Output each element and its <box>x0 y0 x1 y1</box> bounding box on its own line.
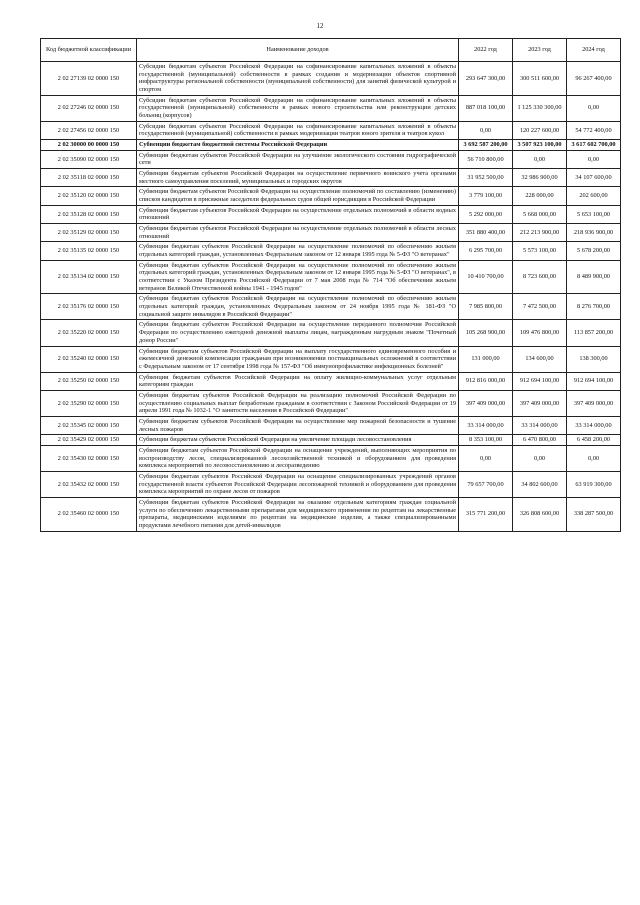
row-code: 2 02 35250 02 0000 150 <box>41 372 137 390</box>
row-code: 2 02 27139 02 0000 150 <box>41 62 137 96</box>
row-value-2024: 96 267 400,00 <box>567 62 621 96</box>
table-row <box>41 260 621 294</box>
row-name: Субвенции бюджетам субъектов Российской Федерации на осуществление полномочий по обеспечению жильем отдельных категорий граждан, установленных Федеральным законом от 12 января 1995 года № 5-ФЗ "О ветеранах", в соответствии с Указом Президента Российской Федерации от 7 мая 2008 года № 714 "Об обеспечении жильем ветеранов Великой Отечественной войны 1941 - 1945 годов" <box>137 260 459 294</box>
row-code: 2 02 35432 02 0000 150 <box>41 471 137 497</box>
row-value-2022: 397 409 000,00 <box>459 390 513 416</box>
row-code: 2 02 35120 02 0000 150 <box>41 187 137 205</box>
table-row <box>41 390 621 416</box>
row-name: Субвенции бюджетам субъектов Российской Федерации на улучшение экологического состояния гидрографической сети <box>137 150 459 168</box>
row-name: Субвенции бюджетам субъектов Российской Федерации на оснащение учреждений, выполняющих мероприятия по воспроизводству лесов, специализированной лесохозяйственной техникой и оборудованием для проведения комплекса мероприятий по лесовосстановлению и лесоразведению <box>137 445 459 471</box>
table-row <box>41 435 621 446</box>
row-name: Субвенции бюджетам субъектов Российской Федерации на оснащение специализированных учреждений органов государственной власти субъектов Российской Федерации лесопожарной техникой и оборудованием для проведения комплекса мероприятий по охране лесов от пожаров <box>137 471 459 497</box>
row-value-2024: 5 678 200,00 <box>567 242 621 260</box>
table-row <box>41 140 621 151</box>
row-value-2023: 397 409 000,00 <box>513 390 567 416</box>
table-row <box>41 242 621 260</box>
row-value-2024: 33 314 000,00 <box>567 416 621 434</box>
row-value-2024: 6 458 200,00 <box>567 435 621 446</box>
row-value-2022: 887 018 100,00 <box>459 95 513 121</box>
table-row <box>41 471 621 497</box>
table-row <box>41 294 621 320</box>
row-value-2024: 0,00 <box>567 445 621 471</box>
row-name: Субвенции бюджетам субъектов Российской Федерации на осуществление полномочий по обеспечению жильем отдельных категорий граждан, установленных Федеральным законом от 12 января 1995 года № 5-ФЗ "О ветеранах" <box>137 242 459 260</box>
budget-table <box>40 38 621 532</box>
row-value-2023: 912 694 100,00 <box>513 372 567 390</box>
row-name: Субсидии бюджетам субъектов Российской Федерации на софинансирование капитальных вложений в объекты государственной (муниципальной) собственности в рамках создания и модернизации объектов спортивной инфраструктуры региональной собственности (муниципальной собственности) для занятий физической культурой и спортом <box>137 62 459 96</box>
row-value-2024: 202 600,00 <box>567 187 621 205</box>
row-name: Субвенции бюджетам субъектов Российской Федерации на осуществление отдельных полномочий в области водных отношений <box>137 205 459 223</box>
table-body <box>41 62 621 532</box>
row-value-2022: 79 657 700,00 <box>459 471 513 497</box>
row-value-2024: 397 409 000,00 <box>567 390 621 416</box>
row-value-2023: 326 808 600,00 <box>513 497 567 531</box>
row-name: Субвенции бюджетам субъектов Российской Федерации на выплату государственного единовременного пособия и ежемесячной денежной компенсации гражданам при возникновении поствакцинальных осложнений в соответствии с Федеральным законом от 17 сентября 1998 года № 157-ФЗ "Об иммунопрофилактике инфекционных болезней" <box>137 346 459 372</box>
table-row <box>41 62 621 96</box>
row-value-2023: 0,00 <box>513 445 567 471</box>
row-code: 2 02 27456 02 0000 150 <box>41 121 137 139</box>
row-value-2024: 8 489 900,00 <box>567 260 621 294</box>
page-number: 12 <box>316 22 324 30</box>
row-value-2023: 134 600,00 <box>513 346 567 372</box>
row-value-2022: 912 816 000,00 <box>459 372 513 390</box>
row-code: 2 02 35429 02 0000 150 <box>41 435 137 446</box>
row-name: Субвенции бюджетам субъектов Российской Федерации на осуществление полномочий по обеспечению жильем отдельных категорий граждан, установленных Федеральным законом от 24 ноября 1995 года № 181-ФЗ "О социальной защите инвалидов в Российской Федерации" <box>137 294 459 320</box>
row-code: 2 02 35134 02 0000 150 <box>41 260 137 294</box>
table-row <box>41 205 621 223</box>
table-row <box>41 187 621 205</box>
row-code: 2 02 35240 02 0000 150 <box>41 346 137 372</box>
row-value-2023: 6 470 800,00 <box>513 435 567 446</box>
row-value-2022: 8 353 100,00 <box>459 435 513 446</box>
row-value-2023: 300 511 600,00 <box>513 62 567 96</box>
row-value-2024: 113 857 200,00 <box>567 320 621 346</box>
header-code: Код бюджетной классификации <box>41 39 137 62</box>
row-value-2022: 0,00 <box>459 445 513 471</box>
row-value-2024: 338 287 500,00 <box>567 497 621 531</box>
row-value-2024: 0,00 <box>567 95 621 121</box>
row-value-2024: 138 300,00 <box>567 346 621 372</box>
row-value-2023: 8 723 600,00 <box>513 260 567 294</box>
header-2022: 2022 год <box>459 39 513 62</box>
header-2024: 2024 год <box>567 39 621 62</box>
row-value-2022: 3 692 587 200,00 <box>459 140 513 151</box>
row-value-2024: 0,00 <box>567 150 621 168</box>
row-name: Субвенции бюджетам субъектов Российской Федерации на осуществление полномочий по составлению (изменению) списков кандидатов в присяжные заседатели федеральных судов общей юрисдикции в Российской Федерации <box>137 187 459 205</box>
row-value-2023: 32 986 900,00 <box>513 169 567 187</box>
row-value-2022: 105 268 900,00 <box>459 320 513 346</box>
row-value-2024: 54 772 400,00 <box>567 121 621 139</box>
row-name: Субвенции бюджетам субъектов Российской Федерации на осуществление отдельных полномочий в области лесных отношений <box>137 224 459 242</box>
row-value-2023: 7 472 500,00 <box>513 294 567 320</box>
table-row <box>41 150 621 168</box>
row-value-2023: 120 227 600,00 <box>513 121 567 139</box>
row-code: 2 02 35128 02 0000 150 <box>41 205 137 223</box>
row-value-2022: 315 771 200,00 <box>459 497 513 531</box>
row-value-2024: 8 276 700,00 <box>567 294 621 320</box>
row-name: Субвенции бюджетам субъектов Российской Федерации на осуществление мер пожарной безопасности и тушение лесных пожаров <box>137 416 459 434</box>
row-code: 2 02 35460 02 0000 150 <box>41 497 137 531</box>
row-value-2023: 228 000,00 <box>513 187 567 205</box>
row-code: 2 02 35176 02 0000 150 <box>41 294 137 320</box>
row-value-2024: 34 107 600,00 <box>567 169 621 187</box>
table-row <box>41 169 621 187</box>
row-value-2024: 218 936 900,00 <box>567 224 621 242</box>
table-row <box>41 320 621 346</box>
table-row <box>41 346 621 372</box>
row-value-2022: 131 000,00 <box>459 346 513 372</box>
row-value-2022: 0,00 <box>459 121 513 139</box>
row-name: Субвенции бюджетам субъектов Российской Федерации на осуществление переданного полномочия Российской Федерации по осуществлению ежегодной денежной выплаты лицам, награжденным нагрудным знаком "Почетный донор России" <box>137 320 459 346</box>
row-code: 2 02 35220 02 0000 150 <box>41 320 137 346</box>
table-row <box>41 372 621 390</box>
row-value-2024: 5 653 100,00 <box>567 205 621 223</box>
row-value-2022: 6 295 700,00 <box>459 242 513 260</box>
table-row <box>41 445 621 471</box>
row-code: 2 02 35129 02 0000 150 <box>41 224 137 242</box>
row-value-2024: 912 694 100,00 <box>567 372 621 390</box>
row-value-2022: 33 314 000,00 <box>459 416 513 434</box>
row-code: 2 02 30000 00 0000 150 <box>41 140 137 151</box>
row-value-2022: 293 647 300,00 <box>459 62 513 96</box>
row-code: 2 02 35290 02 0000 150 <box>41 390 137 416</box>
table-header-row <box>41 39 621 62</box>
table-row <box>41 224 621 242</box>
row-code: 2 02 35135 02 0000 150 <box>41 242 137 260</box>
row-value-2022: 10 410 700,00 <box>459 260 513 294</box>
row-name: Субвенции бюджетам субъектов Российской Федерации на оказание отдельным категориям граждан социальной услуги по обеспечению лекарственными препаратами для медицинского применения по рецептам на лекарственные препараты, медицинскими изделиями по рецептам на медицинские изделия, а также специализированными продуктами лечебного питания для детей-инвалидов <box>137 497 459 531</box>
row-value-2022: 56 710 800,00 <box>459 150 513 168</box>
header-2023: 2023 год <box>513 39 567 62</box>
row-code: 2 02 35345 02 0000 150 <box>41 416 137 434</box>
row-value-2024: 63 919 300,00 <box>567 471 621 497</box>
row-value-2023: 0,00 <box>513 150 567 168</box>
row-value-2023: 212 213 900,00 <box>513 224 567 242</box>
row-name: Субвенции бюджетам субъектов Российской Федерации на реализацию полномочий Российской Федерации по осуществлению социальных выплат безработным гражданам в соответствии с Законом Российской Федерации от 19 апреля 1991 года № 1032-1 "О занятости населения в Российской Федерации" <box>137 390 459 416</box>
table-row <box>41 416 621 434</box>
table-row <box>41 121 621 139</box>
row-code: 2 02 35118 02 0000 150 <box>41 169 137 187</box>
row-value-2023: 109 476 800,00 <box>513 320 567 346</box>
table-row <box>41 95 621 121</box>
row-name: Субвенции бюджетам субъектов Российской Федерации на оплату жилищно-коммунальных услуг отдельным категориям граждан <box>137 372 459 390</box>
row-value-2022: 3 779 100,00 <box>459 187 513 205</box>
table-row <box>41 497 621 531</box>
row-value-2022: 31 952 500,00 <box>459 169 513 187</box>
row-name: Субвенции бюджетам субъектов Российской Федерации на осуществление первичного воинского учета органами местного самоуправления поселений, муниципальных и городских округов <box>137 169 459 187</box>
row-value-2023: 34 802 600,00 <box>513 471 567 497</box>
row-value-2023: 3 507 923 100,00 <box>513 140 567 151</box>
row-code: 2 02 35430 02 0000 150 <box>41 445 137 471</box>
row-value-2022: 7 985 800,00 <box>459 294 513 320</box>
row-value-2022: 351 880 400,00 <box>459 224 513 242</box>
row-value-2023: 33 314 000,00 <box>513 416 567 434</box>
row-value-2023: 5 573 100,00 <box>513 242 567 260</box>
row-value-2024: 3 617 602 700,00 <box>567 140 621 151</box>
row-name: Субсидии бюджетам субъектов Российской Федерации на софинансирование капитальных вложений в объекты государственной (муниципальной) собственности в рамках модернизации театров юного зрителя и театров кукол <box>137 121 459 139</box>
header-name: Наименование доходов <box>137 39 459 62</box>
row-name: Субвенции бюджетам бюджетной системы Российской Федерации <box>137 140 459 151</box>
row-code: 2 02 27246 02 0000 150 <box>41 95 137 121</box>
row-code: 2 02 35090 02 0000 150 <box>41 150 137 168</box>
row-value-2023: 5 668 000,00 <box>513 205 567 223</box>
row-name: Субвенции бюджетам субъектов Российской Федерации на увеличение площади лесовосстановления <box>137 435 459 446</box>
row-value-2023: 1 125 330 300,00 <box>513 95 567 121</box>
row-name: Субсидии бюджетам субъектов Российской Федерации на софинансирование капитальных вложений в объекты государственной (муниципальной) собственности в рамках нового строительства или реконструкции детских больниц (корпусов) <box>137 95 459 121</box>
row-value-2022: 5 292 000,00 <box>459 205 513 223</box>
